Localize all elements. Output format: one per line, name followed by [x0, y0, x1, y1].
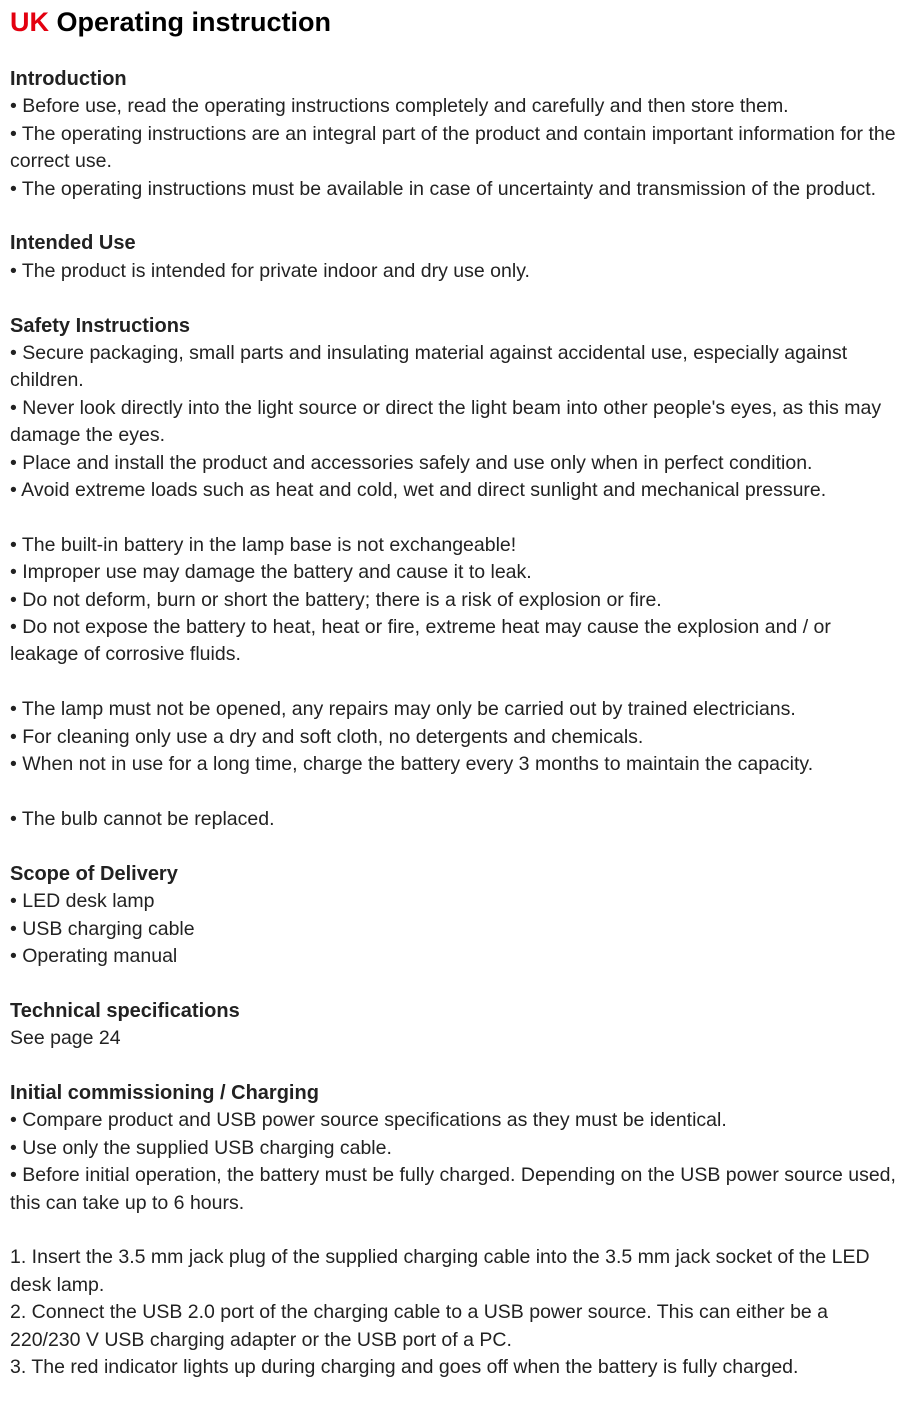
section-heading: Safety Instructions — [10, 314, 191, 337]
list-item: • Do not expose the battery to heat, heat or fire, extreme heat may cause the explosion and / or leakage of corrosive fluids. — [10, 616, 831, 666]
list-item: • The operating instructions are an integral part of the product and contain important information for the correct use. — [10, 122, 896, 173]
section-initial-commissioning — [10, 1080, 902, 1381]
section-heading: Technical specifications — [10, 999, 240, 1022]
list-item: • Before use, read the operating instructions completely and carefully and then store them. — [10, 95, 789, 118]
list-item: • Use only the supplied USB charging cable. — [10, 1136, 392, 1159]
list-item: • Compare product and USB power source specifications as they must be identical. — [10, 1109, 727, 1132]
list-item: • Do not deform, burn or short the battery; there is a risk of explosion or fire. — [10, 588, 662, 611]
numbered-step: 1. Insert the 3.5 mm jack plug of the supplied charging cable into the 3.5 mm jack socket of the LED desk lamp. — [10, 1246, 870, 1296]
document — [10, 0, 902, 1381]
numbered-step: 3. The red indicator lights up during charging and goes off when the battery is fully charged. — [10, 1355, 799, 1378]
section-heading: Scope of Delivery — [10, 862, 178, 885]
title-text: Operating instruction — [56, 7, 332, 37]
numbered-step: 2. Connect the USB 2.0 port of the charging cable to a USB power source. This can either be a 220/230 V USB charging adapter or the USB port of a PC. — [10, 1301, 829, 1351]
section-heading: Introduction — [10, 68, 127, 90]
list-item: • Before initial operation, the battery must be fully charged. Depending on the USB power source used, this can take up to 6 hours. — [10, 1164, 896, 1214]
list-item: • The lamp must not be opened, any repairs may only be carried out by trained electricians. — [10, 698, 796, 721]
list-item: • The built-in battery in the lamp base is not exchangeable! — [10, 533, 517, 556]
list-item: • Secure packaging, small parts and insulating material against accidental use, especially against children. — [10, 342, 848, 392]
section-intended-use — [10, 230, 902, 285]
section-scope-of-delivery — [10, 861, 902, 971]
list-item: • Operating manual — [10, 944, 178, 967]
section-introduction — [10, 66, 902, 203]
list-item: • Improper use may damage the battery and cause it to leak. — [10, 561, 532, 584]
list-item: • USB charging cable — [10, 917, 195, 940]
section-technical-specifications — [10, 998, 902, 1053]
section-safety-instructions — [10, 313, 902, 834]
page-reference: See page 24 — [10, 1027, 121, 1050]
list-item: • When not in use for a long time, charge the battery every 3 months to maintain the capacity. — [10, 753, 814, 776]
language-code: UK — [10, 7, 49, 37]
page-title — [10, 6, 902, 38]
list-item: • The bulb cannot be replaced. — [10, 807, 275, 830]
list-item: • Place and install the product and accessories safely and use only when in perfect condition. — [10, 451, 813, 474]
list-item: • Never look directly into the light source or direct the light beam into other people's eyes, as this may damage the eyes. — [10, 396, 882, 447]
list-item: • The product is intended for private indoor and dry use only. — [10, 259, 530, 282]
list-item: • The operating instructions must be available in case of uncertainty and transmission of the product. — [10, 177, 877, 200]
list-item: • For cleaning only use a dry and soft cloth, no detergents and chemicals. — [10, 725, 644, 748]
section-heading: Intended Use — [10, 232, 136, 255]
list-item: • LED desk lamp — [10, 890, 155, 913]
list-item: • Avoid extreme loads such as heat and cold, wet and direct sunlight and mechanical pressure. — [10, 479, 827, 502]
section-heading: Initial commissioning / Charging — [10, 1081, 319, 1104]
